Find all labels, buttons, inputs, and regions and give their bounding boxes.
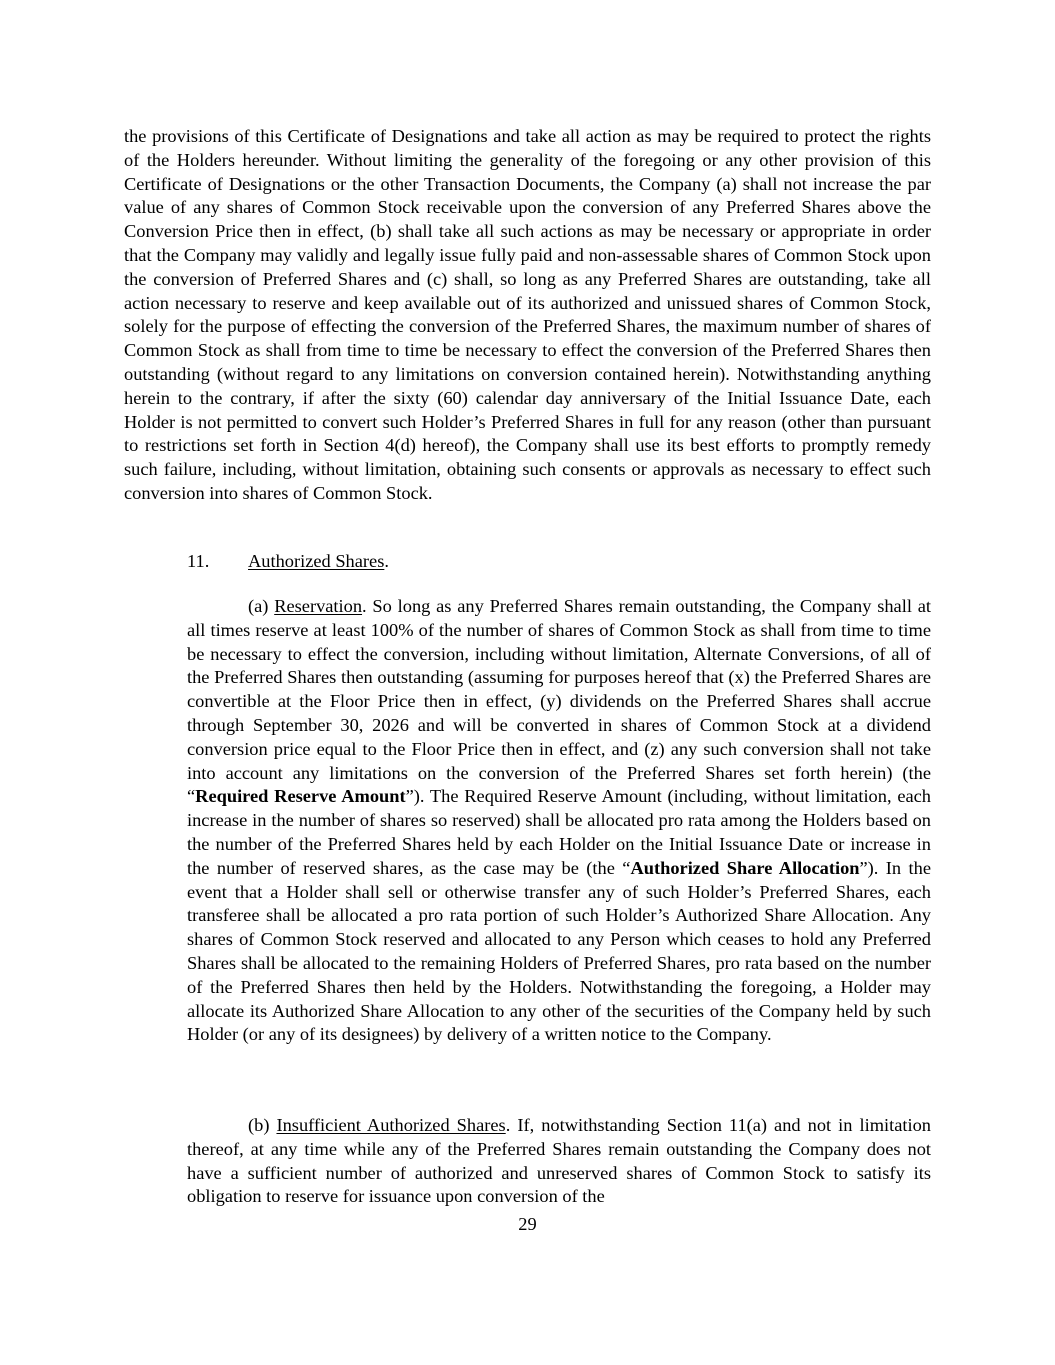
subsection-a-reservation xyxy=(187,595,931,1047)
subsection-b-title: Insufficient Authorized Shares xyxy=(276,1115,506,1135)
defined-term-authorized-share-allocation: Authorized Share Allocation xyxy=(630,857,860,878)
section-title: Authorized Shares xyxy=(248,551,385,571)
subsection-a-text-2: ”). The Required Reserve Amount (including, without limitation, each increase in the number of shares so reserved) shall be allocated pro rata among the Holders based on the number of the Preferred Shares held by each Holder on the Initial Issuance Date or increase in the number of reserved shares, as the case may be (the “ xyxy=(187,786,931,878)
section-number: 11. xyxy=(187,551,210,571)
defined-term-required-reserve-amount: Required Reserve Amount xyxy=(195,786,406,807)
subsection-a-text-1: . So long as any Preferred Shares remain outstanding, the Company shall at all times reserve at least 100% of the number of shares of Common Stock as shall from time to time be necessary to effect the conversion, including without limitation, Alternate Conversions, of all of the Preferred Shares then outstanding (assuming for purposes hereof that (x) the Preferred Shares are convertible at the Floor Price then in effect, (y) dividends on the Preferred Shares shall accrue through September 30, 2026 and will be converted in shares of Common Stock at a dividend conversion price equal to the Floor Price then in effect, and (z) any such conversion shall not take into account any limitations on the conversion of the Preferred Shares set forth herein) (the “ xyxy=(187,596,931,807)
continuation-paragraph: the provisions of this Certificate of Designations and take all action as may be required to protect the rights of the Holders hereunder. Without limiting the generality of the foregoing or any other provision of this Certificate of Designations or the other Transaction Documents, the Company (a) shall not increase the par value of any shares of Common Stock receivable upon the conversion of any Preferred Shares above the Conversion Price then in effect, (b) shall take all such actions as may be necessary or appropriate in order that the Company may validly and legally issue fully paid and non-assessable shares of Common Stock upon the conversion of Preferred Shares and (c) shall, so long as any Preferred Shares are outstanding, take all action necessary to reserve and keep available out of its authorized and unissued shares of Common Stock, solely for the purpose of effecting the conversion of the Preferred Shares, the maximum number of shares of Common Stock as shall from time to time be necessary to effect the conversion of the Preferred Shares then outstanding (without regard to any limitations on conversion contained herein). Notwithstanding anything herein to the contrary, if after the sixty (60) calendar day anniversary of the Initial Issuance Date, each Holder is not permitted to convert such Holder’s Preferred Shares in full for any reason (other than pursuant to restrictions set forth in Section 4(d) hereof), the Company shall use its best efforts to promptly remedy such failure, including, without limitation, obtaining such consents or approvals as necessary to effect such conversion into shares of Common Stock. xyxy=(124,126,931,503)
page-number: 29 xyxy=(518,1214,537,1234)
section-title-suffix: . xyxy=(384,551,389,571)
subsection-b-insufficient-authorized-shares xyxy=(187,1114,931,1209)
subsection-b-label: (b) xyxy=(248,1115,277,1135)
section-11-heading xyxy=(187,550,389,574)
subsection-a-label: (a) xyxy=(248,596,275,616)
subsection-b-text-1: . If, notwithstanding Section 11(a) and not in limitation thereof, at any time while any of the Preferred Shares remain outstanding the Company does not have a sufficient number of authorized and unreserved shares of Common Stock to satisfy its obligation to reserve for issuance upon conversion of the xyxy=(187,1115,931,1207)
subsection-a-title: Reservation xyxy=(274,596,363,616)
subsection-a-text-3: ”). In the event that a Holder shall sell or otherwise transfer any of such Holder’s Preferred Shares, each transferee shall be allocated a pro rata portion of such Holder’s Authorized Share Allocation. Any shares of Common Stock reserved and allocated to any Person which ceases to hold any Preferred Shares shall be allocated to the remaining Holders of Preferred Shares, pro rata based on the number of the Preferred Shares then held by the Holders. Notwithstanding the foregoing, a Holder may allocate its Authorized Share Allocation to any other of the securities of the Company held by such Holder (or any of its designees) by delivery of a written notice to the Company. xyxy=(187,857,931,1045)
